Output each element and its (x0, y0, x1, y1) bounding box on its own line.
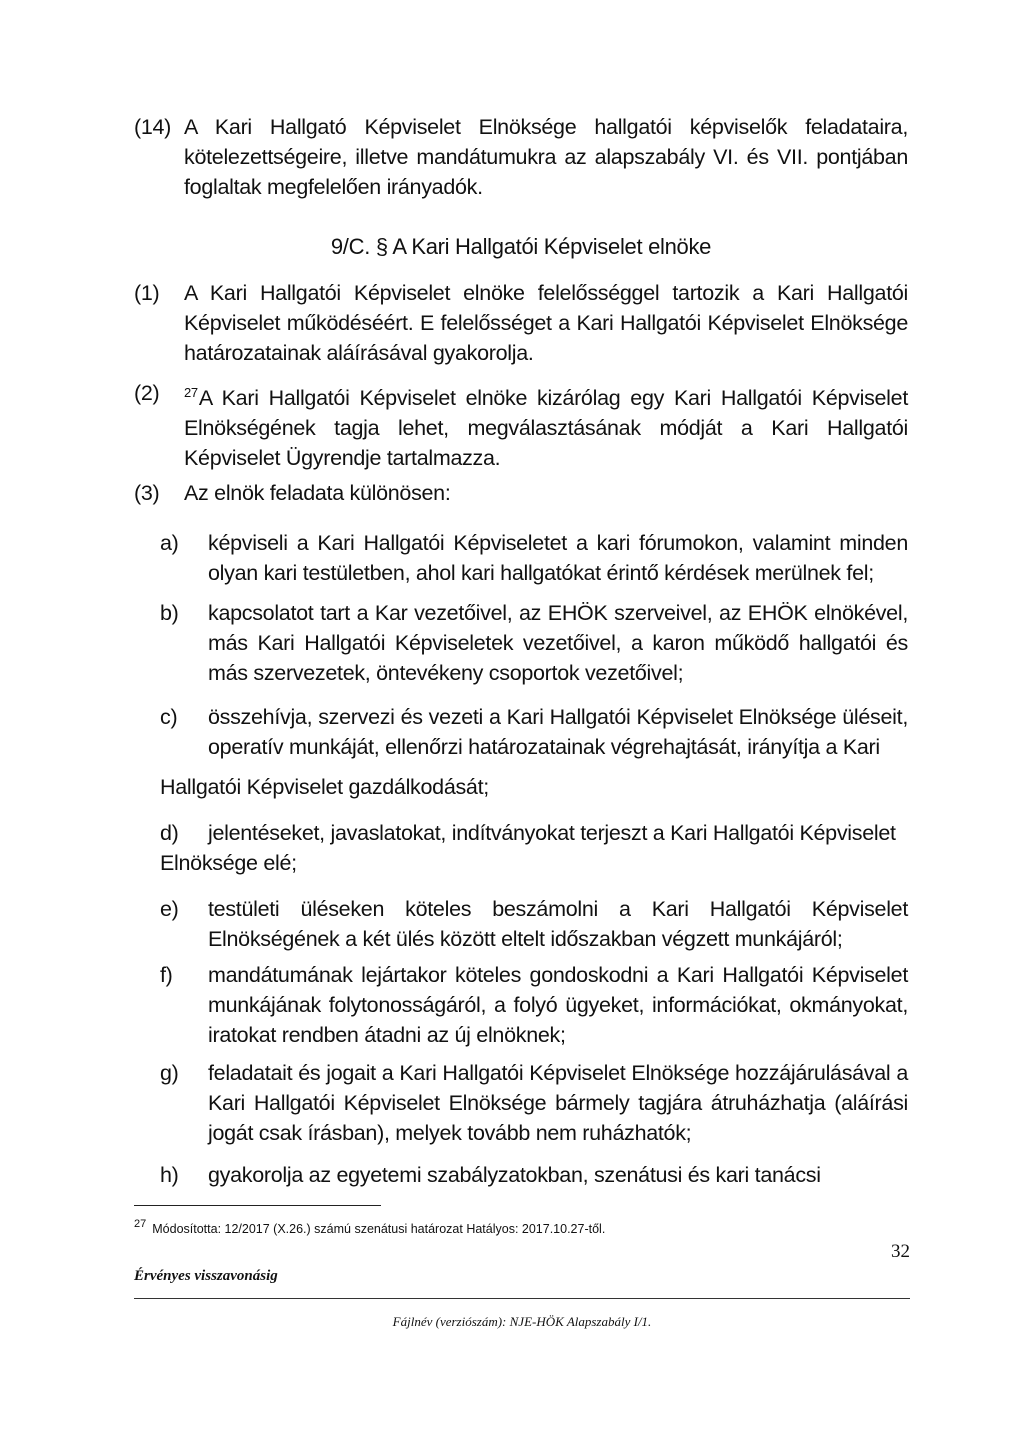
paragraph-text: A Kari Hallgató Képviselet Elnöksége hallgatói képviselők feladataira, kötelezettségeire, illetve mandátumukra az alapszabály VI. és VII. pontjában foglaltak megfelelően irányadók. (184, 115, 908, 199)
list-item-label: h) (160, 1163, 179, 1187)
paragraph-text: Az elnök feladata különösen: (184, 481, 451, 505)
list-item-h (160, 1160, 908, 1190)
paragraph-number: (1) (134, 281, 160, 305)
list-item-g (160, 1058, 908, 1148)
paragraph-number: (2) (134, 381, 160, 405)
footnote-text: Módosította: 12/2017 (X.26.) számú szenátusi határozat Hatályos: 2017.10.27-től. (152, 1222, 606, 1236)
list-item-text: feladatait és jogait a Kari Hallgatói Képviselet Elnöksége hozzájárulásával a Kari Hallgatói Képviselet Elnöksége bármely tagjára átruházhatja (aláírási jogát csak írásban), melyek tovább nem ruházhatók; (208, 1061, 908, 1145)
list-item-text: kapcsolatot tart a Kar vezetőivel, az EHÖK szerveivel, az EHÖK elnökével, más Kari Hallgatói Képviseletek vezetőivel, a karon működő hallgatói és más szervezetek, öntevékeny csoportok vezetőivel; (208, 601, 908, 685)
list-item-label: b) (160, 601, 179, 625)
paragraph-text (184, 378, 908, 473)
footnote-reference: 27 (184, 385, 198, 400)
paragraph-14 (134, 112, 908, 202)
list-item-label: d) (160, 821, 179, 845)
list-item-a (160, 528, 908, 588)
paragraph-1 (134, 278, 908, 368)
list-item-c-continuation: Hallgatói Képviselet gazdálkodását; (160, 775, 489, 799)
list-item-text: testületi üléseken köteles beszámolni a Kari Hallgatói Képviselet Elnökségének a két ülés között eltelt időszakban végzett munkájáról; (208, 897, 908, 951)
list-item-text: mandátumának lejártakor köteles gondoskodni a Kari Hallgatói Képviselet munkájának folytonosságáról, a folyó ügyeket, információkat, okmányokat, iratokat rendben átadni az új elnöknek; (208, 963, 908, 1047)
list-item-label: g) (160, 1061, 179, 1085)
paragraph-number: (3) (134, 481, 160, 505)
list-item-d (160, 818, 908, 848)
page-number: 32 (891, 1241, 910, 1262)
list-item-label: f) (160, 963, 173, 987)
list-item-c (160, 702, 908, 762)
validity-note: Érvényes visszavonásig (134, 1268, 278, 1284)
list-item-text: gyakorolja az egyetemi szabályzatokban, szenátusi és kari tanácsi (208, 1163, 821, 1187)
list-item-e (160, 894, 908, 954)
footnote (134, 1216, 834, 1237)
list-item-label: e) (160, 897, 179, 921)
paragraph-text: A Kari Hallgatói Képviselet elnöke felelősséggel tartozik a Kari Hallgatói Képviselet működéséért. E felelősséget a Kari Hallgatói Képviselet Elnöksége határozatainak aláírásával gyakorolja. (184, 281, 908, 365)
paragraph-body: A Kari Hallgatói Képviselet elnöke kizárólag egy Kari Hallgatói Képviselet Elnökségének tagja lehet, megválasztásának módját a Kari Hallgatói Képviselet Ügyrendje tartalmazza. (184, 386, 908, 470)
list-item-label: c) (160, 705, 178, 729)
section-heading: 9/C. § A Kari Hallgatói Képviselet elnöke (330, 234, 712, 259)
list-item-text: képviseli a Kari Hallgatói Képviseletet a kari fórumokon, valamint minden olyan kari testületben, ahol kari hallgatókat érintő kérdések merülnek fel; (208, 531, 908, 585)
list-item-f (160, 960, 908, 1050)
footer-separator (134, 1298, 910, 1299)
list-item-text: összehívja, szervezi és vezeti a Kari Hallgatói Képviselet Elnöksége üléseit, operatív munkáját, ellenőrzi határozatainak végrehajtását, irányítja a Kari (208, 705, 908, 759)
paragraph-number: (14) (134, 115, 172, 139)
list-item-label: a) (160, 531, 179, 555)
list-item-d-continuation: Elnöksége elé; (160, 851, 297, 875)
list-item-b (160, 598, 908, 688)
footnote-separator (134, 1205, 381, 1206)
paragraph-2 (134, 378, 908, 473)
footer-filename: Fájlnév (verziószám): NJE-HÖK Alapszabály I/1. (392, 1314, 652, 1329)
list-item-text: jelentéseket, javaslatokat, indítványokat terjeszt a Kari Hallgatói Képviselet (208, 821, 896, 845)
paragraph-3 (134, 478, 908, 508)
footnote-number: 27 (134, 1218, 147, 1230)
